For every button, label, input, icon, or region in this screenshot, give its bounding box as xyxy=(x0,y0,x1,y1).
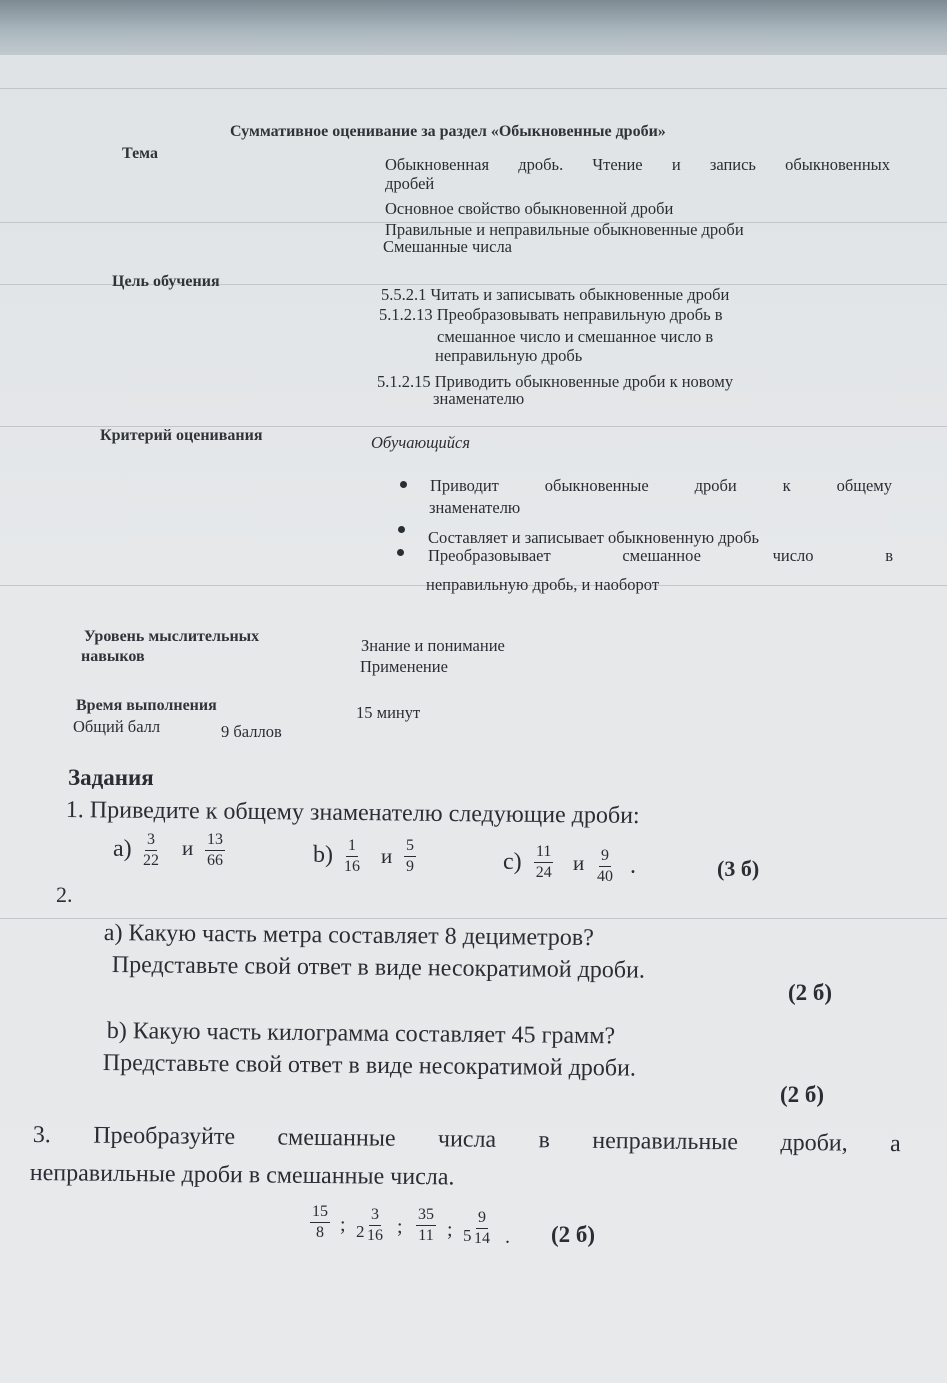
fraction-3-22: $\frac{3}{22}$ xyxy=(143,831,159,869)
goal-line-1: 5.5.2.1 Читать и записывать обыкновенные дроби xyxy=(381,285,730,304)
criteria-bullet-3-cont: неправильную дробь, и наоборот xyxy=(426,575,660,594)
row-label-tema: Тема xyxy=(122,145,158,162)
criteria-bullet-1 xyxy=(430,476,892,496)
task3-line2: неправильные дроби в смешанные числа. xyxy=(29,1160,455,1191)
document-title: Суммативное оценивание за раздел «Обыкновенные дроби» xyxy=(230,123,666,140)
word: в xyxy=(885,546,893,565)
criteria-bullet-1-cont: знаменателю xyxy=(429,498,521,517)
tema-line-2: дробей xyxy=(385,174,435,193)
divider xyxy=(0,88,947,89)
tema-line-4: Правильные и неправильные обыкновенные дроби xyxy=(385,220,744,239)
word: обыкновенных xyxy=(785,155,890,174)
fraction-11-24: $\frac{11}{24}$ xyxy=(535,843,552,881)
word: обыкновенные xyxy=(544,476,649,495)
task2-a-points: (2 б) xyxy=(788,980,833,1005)
task3-line1-words: 3. Преобразуйте смешанные числа в неправильные дроби, а xyxy=(32,1122,901,1158)
task1-points: (3 б) xyxy=(717,856,760,881)
task1-and: и xyxy=(182,836,194,860)
criteria-bullet-3-words xyxy=(428,546,893,566)
fraction-15-8: $\frac{15}{8}$ xyxy=(312,1203,328,1241)
word: Обыкновенная xyxy=(385,155,490,174)
mixed-fraction-9-14: $\frac{9}{14}$ xyxy=(474,1209,490,1247)
task3-end: . xyxy=(505,1226,510,1248)
word: число xyxy=(772,546,814,565)
fraction-35-11: $\frac{35}{11}$ xyxy=(418,1206,434,1244)
goal-line-6: знаменателю xyxy=(433,389,525,408)
goal-line-2: 5.1.2.13 Преобразовывать неправильную дробь в xyxy=(379,305,723,324)
criteria-bullet-2: Составляет и записывает обыкновенную дробь xyxy=(428,528,760,547)
score-value: 9 баллов xyxy=(221,722,282,741)
tema-line-3: Основное свойство обыкновенной дроби xyxy=(385,199,674,218)
fraction-13-66: $\frac{13}{66}$ xyxy=(207,831,223,869)
divider xyxy=(0,918,947,919)
skills-value-2: Применение xyxy=(360,657,448,676)
word: и xyxy=(671,155,681,174)
time-value: 15 минут xyxy=(356,703,421,722)
task1-text: 1. Приведите к общему знаменателю следующие дроби: xyxy=(65,797,640,830)
row-label-score: Общий балл xyxy=(73,717,161,736)
task2-b-line2: Представьте свой ответ в виде несократимой дроби. xyxy=(102,1050,637,1082)
task2-a-line1: a) Какую часть метра составляет 8 дециметров? xyxy=(103,920,594,952)
fraction-5-9: $\frac{5}{9}$ xyxy=(406,837,414,875)
row-label-time: Время выполнения xyxy=(76,697,217,714)
skills-value-1: Знание и понимание xyxy=(361,636,505,655)
word: дробь. xyxy=(518,155,564,174)
mixed-whole-2: 2 xyxy=(356,1222,365,1241)
goal-line-4: неправильную дробь xyxy=(435,346,583,365)
criteria-bullet-3 xyxy=(428,546,893,566)
task2-b-points: (2 б) xyxy=(780,1082,825,1107)
tema-line-1 xyxy=(385,155,890,175)
row-label-skills-2: навыков xyxy=(81,648,145,665)
word: Преобразовывает xyxy=(428,546,551,565)
criteria-bullet-1-words xyxy=(430,476,892,496)
criteria-intro: Обучающийся xyxy=(371,433,471,452)
task1-a-label: a) xyxy=(113,836,132,862)
tasks-heading: Задания xyxy=(68,765,154,790)
word: общему xyxy=(836,476,892,495)
fraction-1-16: $\frac{1}{16}$ xyxy=(344,837,360,875)
task1-b-label: b) xyxy=(313,842,333,868)
task1-and: и xyxy=(381,844,393,868)
task3-points: (2 б) xyxy=(551,1222,596,1247)
word: запись xyxy=(709,155,756,174)
separator: ; xyxy=(340,1214,346,1236)
bullet-dot xyxy=(398,526,405,533)
separator: ; xyxy=(447,1219,453,1241)
word: Чтение xyxy=(592,155,643,174)
row-label-goal: Цель обучения xyxy=(112,273,220,290)
word: Приводит xyxy=(430,476,499,495)
task1-end: . xyxy=(630,853,636,879)
word: дроби xyxy=(694,476,737,495)
bullet-dot xyxy=(400,481,407,488)
task1-and: и xyxy=(573,851,585,875)
task2-b-line1: b) Какую часть килограмма составляет 45 грамм? xyxy=(106,1018,616,1050)
fraction-9-40: $\frac{9}{40}$ xyxy=(597,847,613,885)
task2-a-line2: Представьте свой ответ в виде несократимой дроби. xyxy=(111,952,646,984)
word: смешанное xyxy=(622,546,701,565)
goal-line-5: 5.1.2.15 Приводить обыкновенные дроби к новому xyxy=(377,372,734,391)
task2-number: 2. xyxy=(56,882,73,907)
goal-line-3: смешанное число и смешанное число в xyxy=(437,327,714,346)
word: к xyxy=(782,476,791,495)
mixed-fraction-3-16: $\frac{3}{16}$ xyxy=(367,1206,383,1244)
task1-c-label: c) xyxy=(503,849,522,875)
bullet-dot xyxy=(397,549,404,556)
row-label-skills-1: Уровень мыслительных xyxy=(84,628,260,645)
tema-line-1-text xyxy=(385,155,890,175)
separator: ; xyxy=(397,1216,403,1238)
mixed-whole-5: 5 xyxy=(463,1226,472,1245)
row-label-criteria: Критерий оценивания xyxy=(100,427,263,444)
tema-line-5: Смешанные числа xyxy=(383,237,513,256)
